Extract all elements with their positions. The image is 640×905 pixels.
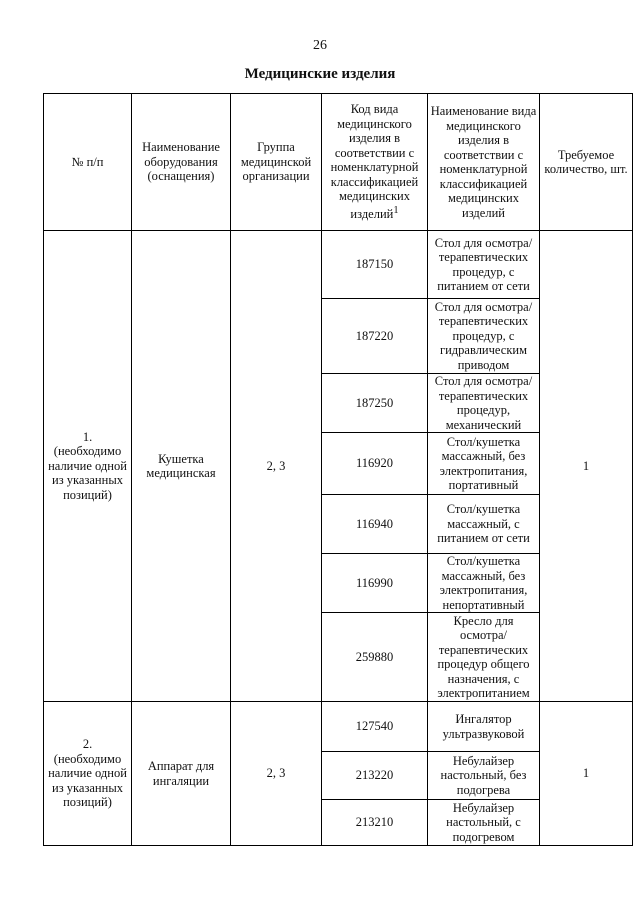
device-code: 127540 [322,702,428,752]
device-name: Стол для осмотра/ терапевтических процедур, с гидравлическим приводом [428,299,540,374]
header-code [322,94,428,231]
device-code: 187150 [322,231,428,299]
header-equipment: Наименование оборудования (оснащения) [132,94,231,231]
header-name: Наименование вида медицинского изделия в соответствии с номенклатурной классификацией медицинских изделий [428,94,540,231]
row-num: 2. (необходимо наличие одной из указанных позиций) [44,702,132,846]
page-number: 26 [313,38,327,53]
row-equipment: Кушетка медицинская [132,231,231,702]
device-name: Стол/кушетка массажный, без электропитания, непортативный [428,554,540,613]
header-num: № п/п [44,94,132,231]
header-qty: Требуемое количество, шт. [540,94,633,231]
row-equipment: Аппарат для ингаляции [132,702,231,846]
device-name: Стол/кушетка массажный, без электропитания, портативный [428,433,540,495]
device-name: Небулайзер настольный, без подогрева [428,752,540,800]
row-num: 1. (необходимо наличие одной из указанных позиций) [44,231,132,702]
device-name: Стол для осмотра/ терапевтических процедур, с питанием от сети [428,231,540,299]
row-group: 2, 3 [231,231,322,702]
document-title: Медицинские изделия [244,66,396,82]
device-code: 213220 [322,752,428,800]
device-code: 213210 [322,800,428,846]
footnote-mark: 1 [393,204,399,216]
row-group: 2, 3 [231,702,322,846]
table-row [44,231,633,299]
header-code-text: Код вида медицинского изделия в соответствии с номенклатурной классификацией медицинских изделий [330,102,419,222]
row-qty: 1 [540,231,633,702]
medical-devices-table [43,93,633,846]
device-name: Стол для осмотра/ терапевтических процедур, механический [428,374,540,433]
device-code: 259880 [322,613,428,702]
row-qty: 1 [540,702,633,846]
device-name: Небулайзер настольный, с подогревом [428,800,540,846]
header-row [44,94,633,231]
header-group: Группа медицинской организации [231,94,322,231]
device-code: 187250 [322,374,428,433]
device-name: Ингалятор ультразвуковой [428,702,540,752]
device-name: Кресло для осмотра/ терапевтических процедур общего назначения, с электропитанием [428,613,540,702]
device-code: 116940 [322,495,428,554]
device-code: 187220 [322,299,428,374]
device-code: 116990 [322,554,428,613]
device-name: Стол/кушетка массажный, с питанием от сети [428,495,540,554]
device-code: 116920 [322,433,428,495]
table-row [44,702,633,752]
